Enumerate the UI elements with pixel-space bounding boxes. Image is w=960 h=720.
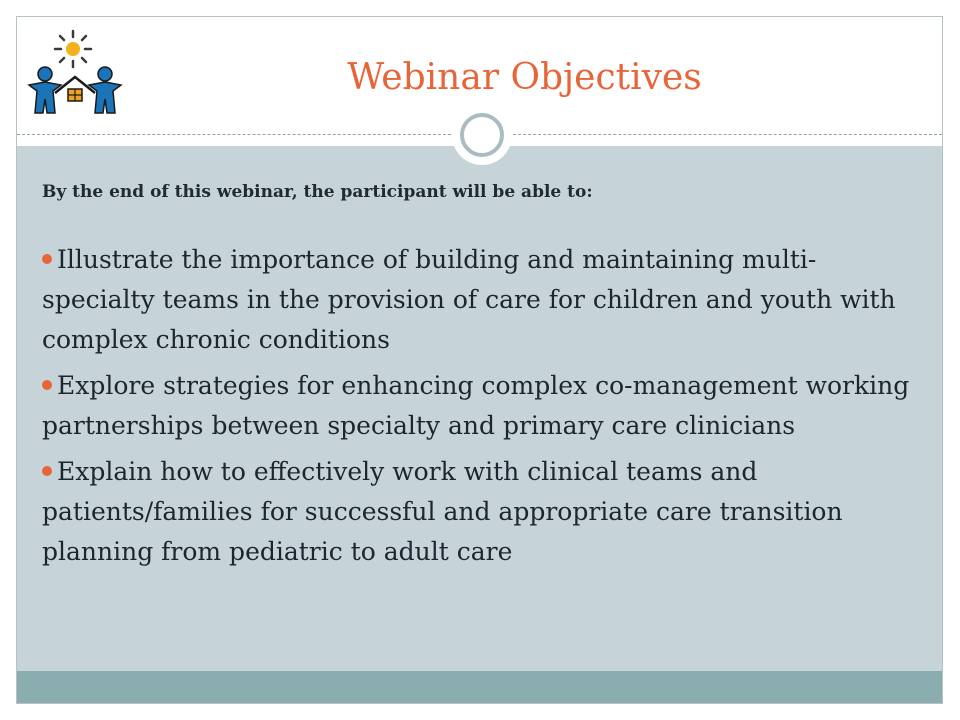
slide-title: Webinar Objectives: [347, 57, 702, 98]
objectives-list: [42, 240, 922, 578]
objective-text: Explain how to effectively work with clinical teams and patients/families for successful and appropriate care transition planning from pediatric to adult care: [42, 457, 843, 566]
objective-text: Illustrate the importance of building and maintaining multi-specialty teams in the provision of care for children and youth with complex chronic conditions: [42, 245, 896, 354]
objective-item: [42, 240, 922, 360]
bullet-icon: [42, 380, 52, 390]
intro-text: By the end of this webinar, the participant will be able to:: [42, 182, 593, 202]
objective-item: [42, 452, 922, 572]
footer-band: [17, 671, 942, 703]
objective-text: Explore strategies for enhancing complex co-management working partnerships between specialty and primary care clinicians: [42, 371, 910, 440]
bullet-icon: [42, 254, 52, 264]
circle-ornament-icon: [452, 105, 512, 165]
objective-item: [42, 366, 922, 446]
bullet-icon: [42, 466, 52, 476]
